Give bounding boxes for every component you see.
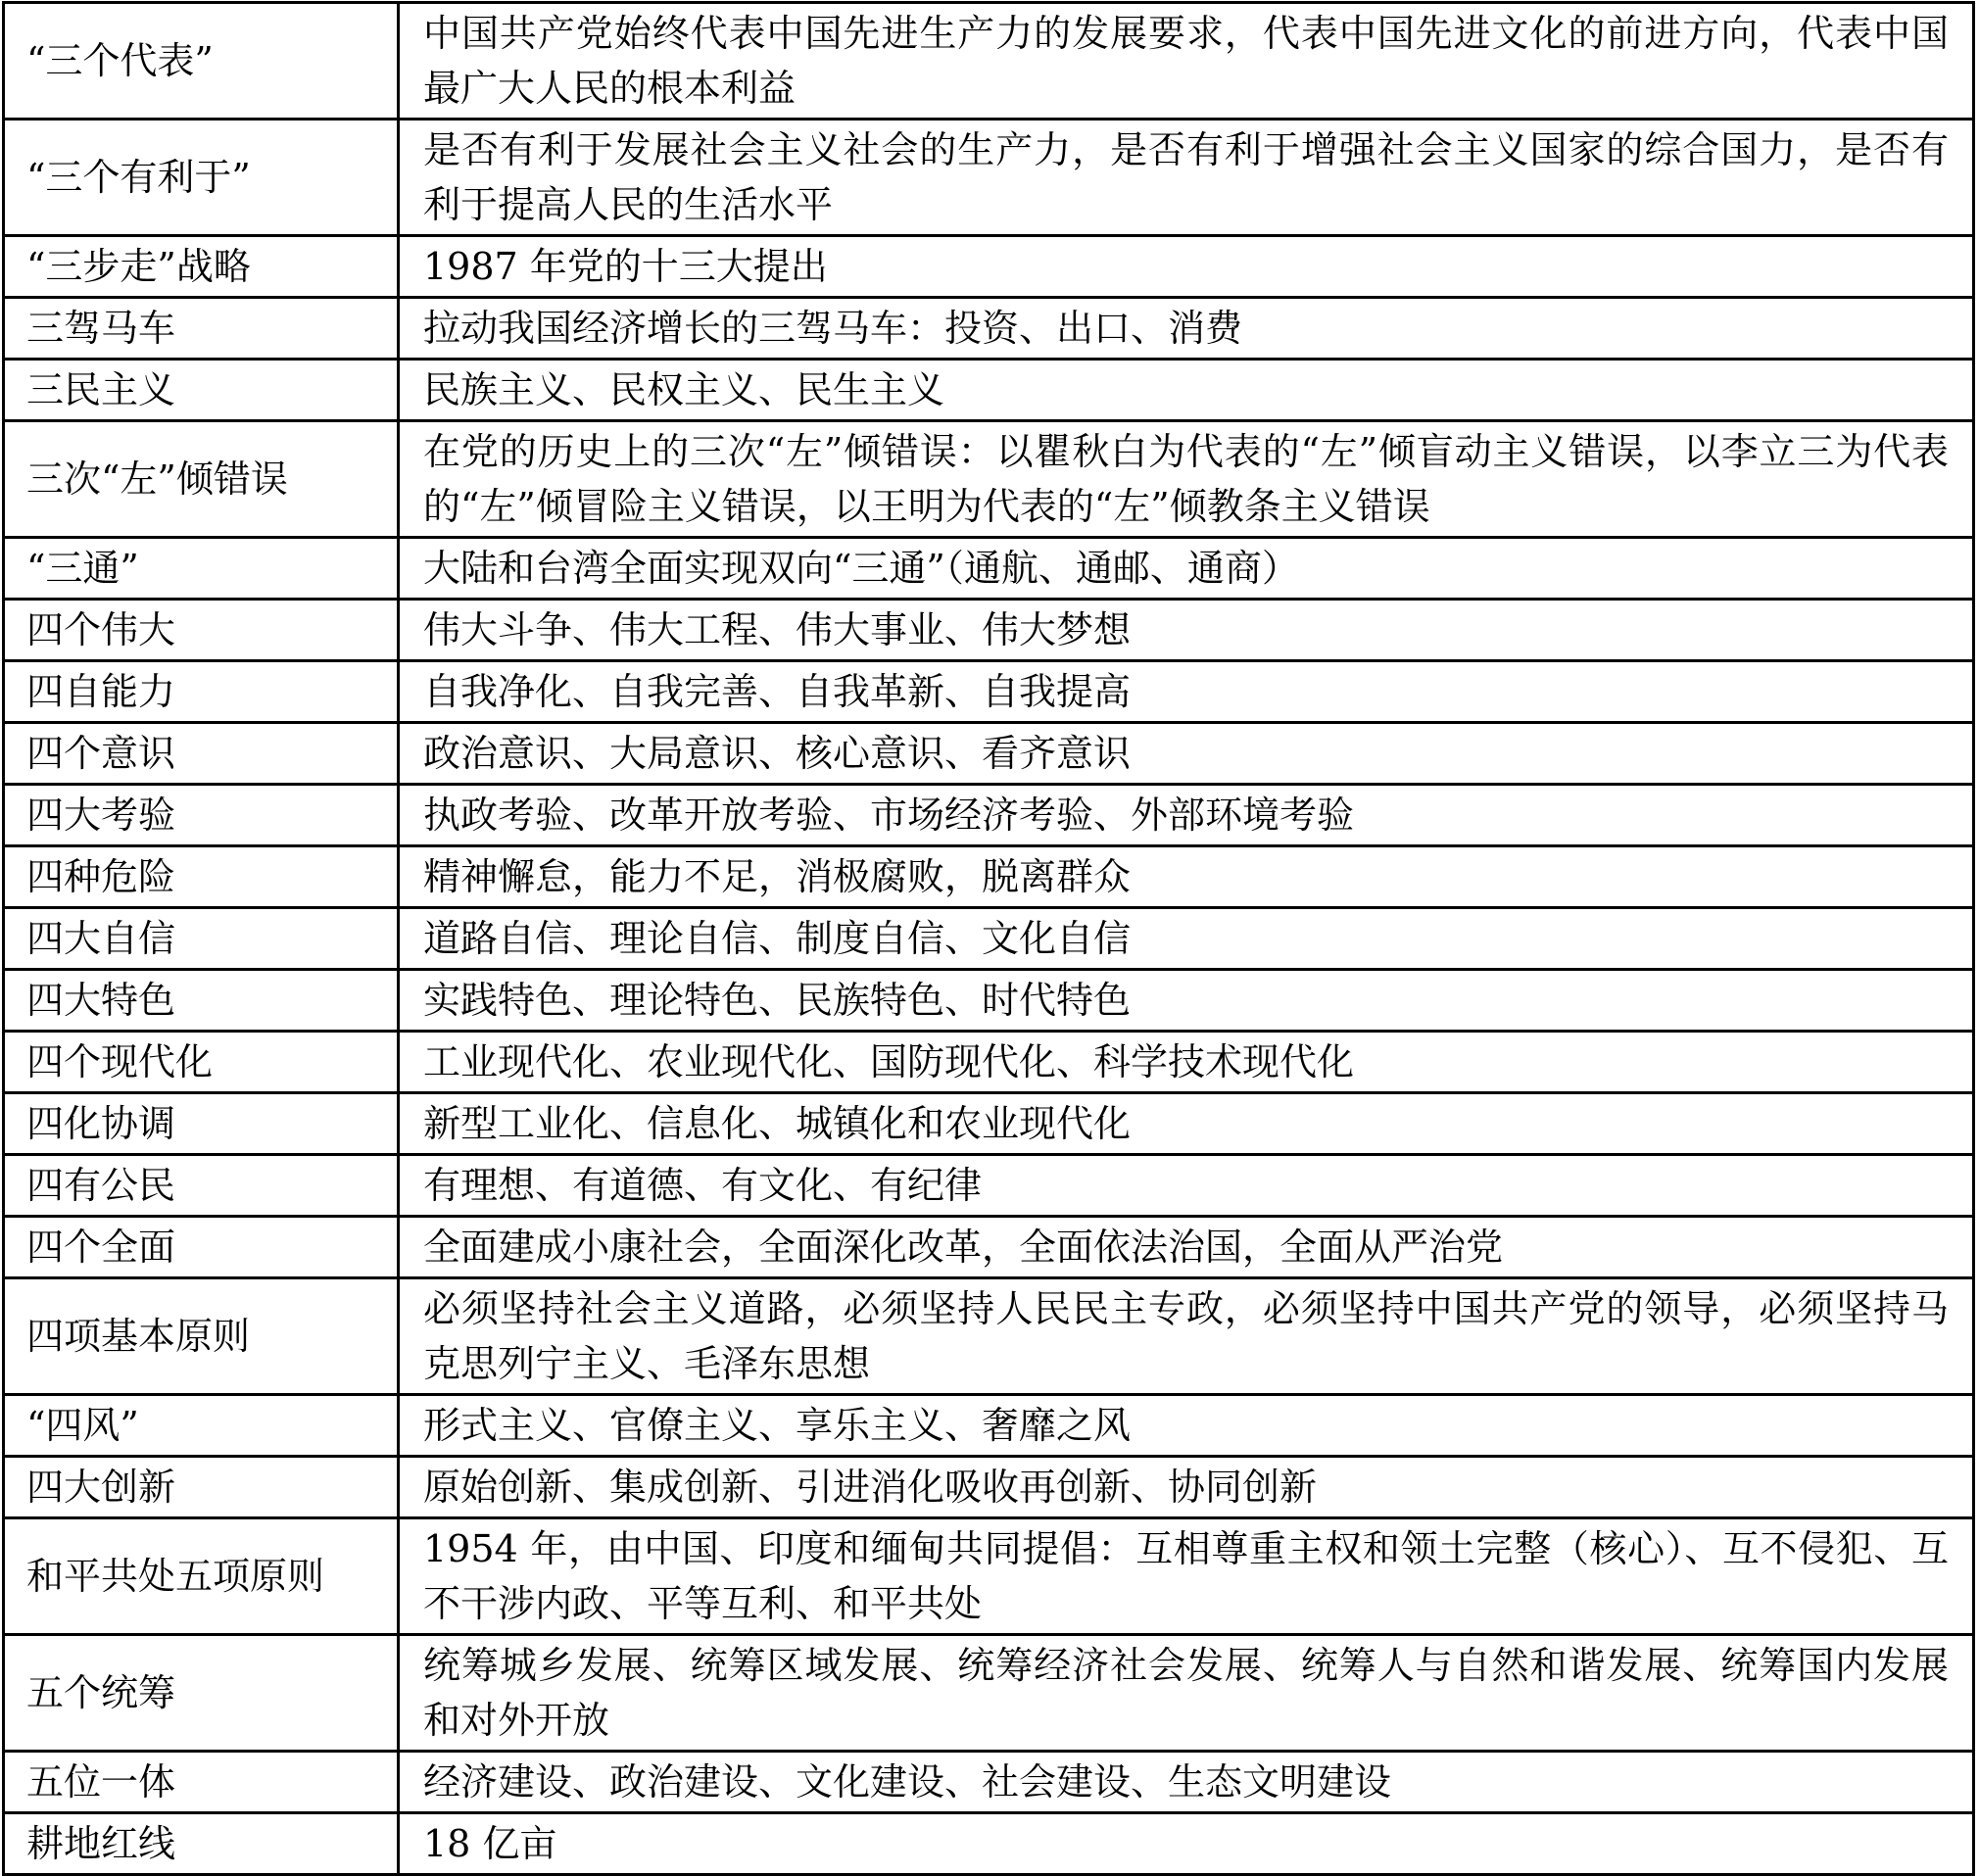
table-row — [4, 538, 1974, 600]
definition-cell: 新型工业化、信息化、城镇化和农业现代化 — [399, 1093, 1974, 1155]
table-row — [4, 1752, 1974, 1813]
definition-cell: 经济建设、政治建设、文化建设、社会建设、生态文明建设 — [399, 1752, 1974, 1813]
table-row — [4, 360, 1974, 421]
table-row — [4, 1278, 1974, 1395]
table-row — [4, 1635, 1974, 1752]
term-cell: 四个伟大 — [4, 600, 399, 661]
table-row — [4, 908, 1974, 970]
definition-cell: 在党的历史上的三次“左”倾错误：以瞿秋白为代表的“左”倾盲动主义错误，以李立三为代表的“左”倾冒险主义错误，以王明为代表的“左”倾教条主义错误 — [399, 421, 1974, 538]
glossary-table-body — [4, 3, 1974, 1875]
definition-cell: 工业现代化、农业现代化、国防现代化、科学技术现代化 — [399, 1032, 1974, 1093]
term-cell: 三次“左”倾错误 — [4, 421, 399, 538]
definition-cell: 执政考验、改革开放考验、市场经济考验、外部环境考验 — [399, 785, 1974, 846]
table-row — [4, 1032, 1974, 1093]
definition-cell: 实践特色、理论特色、民族特色、时代特色 — [399, 970, 1974, 1032]
term-cell: 五个统筹 — [4, 1635, 399, 1752]
term-cell: “三步走”战略 — [4, 236, 399, 298]
term-cell: 四大考验 — [4, 785, 399, 846]
definition-cell: 形式主义、官僚主义、享乐主义、奢靡之风 — [399, 1395, 1974, 1457]
glossary-table — [2, 1, 1975, 1876]
term-cell: 四个现代化 — [4, 1032, 399, 1093]
term-cell: 和平共处五项原则 — [4, 1518, 399, 1635]
term-cell: 四种危险 — [4, 846, 399, 908]
table-row — [4, 785, 1974, 846]
table-row — [4, 661, 1974, 723]
table-row — [4, 1217, 1974, 1278]
definition-cell: 道路自信、理论自信、制度自信、文化自信 — [399, 908, 1974, 970]
table-row — [4, 1395, 1974, 1457]
table-row — [4, 120, 1974, 236]
definition-cell: 1954 年，由中国、印度和缅甸共同提倡：互相尊重主权和领土完整（核心）、互不侵犯、互不干涉内政、平等互利、和平共处 — [399, 1518, 1974, 1635]
term-cell: 三民主义 — [4, 360, 399, 421]
definition-cell: 拉动我国经济增长的三驾马车：投资、出口、消费 — [399, 298, 1974, 360]
definition-cell: 伟大斗争、伟大工程、伟大事业、伟大梦想 — [399, 600, 1974, 661]
term-cell: 四大自信 — [4, 908, 399, 970]
definition-cell: 精神懈怠，能力不足，消极腐败，脱离群众 — [399, 846, 1974, 908]
table-row — [4, 298, 1974, 360]
table-row — [4, 1155, 1974, 1217]
definition-cell: 中国共产党始终代表中国先进生产力的发展要求，代表中国先进文化的前进方向，代表中国最广大人民的根本利益 — [399, 3, 1974, 120]
term-cell: “三个有利于” — [4, 120, 399, 236]
definition-cell: 统筹城乡发展、统筹区域发展、统筹经济社会发展、统筹人与自然和谐发展、统筹国内发展和对外开放 — [399, 1635, 1974, 1752]
term-cell: “四风” — [4, 1395, 399, 1457]
term-cell: 四大特色 — [4, 970, 399, 1032]
table-row — [4, 1457, 1974, 1518]
definition-cell: 大陆和台湾全面实现双向“三通”（通航、通邮、通商） — [399, 538, 1974, 600]
term-cell: 四有公民 — [4, 1155, 399, 1217]
term-cell: “三通” — [4, 538, 399, 600]
table-row — [4, 1093, 1974, 1155]
table-row — [4, 970, 1974, 1032]
term-cell: 五位一体 — [4, 1752, 399, 1813]
table-row — [4, 846, 1974, 908]
definition-cell: 必须坚持社会主义道路，必须坚持人民民主专政，必须坚持中国共产党的领导，必须坚持马克思列宁主义、毛泽东思想 — [399, 1278, 1974, 1395]
definition-cell: 政治意识、大局意识、核心意识、看齐意识 — [399, 723, 1974, 785]
definition-cell: 原始创新、集成创新、引进消化吸收再创新、协同创新 — [399, 1457, 1974, 1518]
term-cell: “三个代表” — [4, 3, 399, 120]
term-cell: 四项基本原则 — [4, 1278, 399, 1395]
table-row — [4, 236, 1974, 298]
definition-cell: 有理想、有道德、有文化、有纪律 — [399, 1155, 1974, 1217]
definition-cell: 民族主义、民权主义、民生主义 — [399, 360, 1974, 421]
term-cell: 四化协调 — [4, 1093, 399, 1155]
term-cell: 四自能力 — [4, 661, 399, 723]
definition-cell: 全面建成小康社会，全面深化改革，全面依法治国，全面从严治党 — [399, 1217, 1974, 1278]
table-row — [4, 1813, 1974, 1875]
table-row — [4, 421, 1974, 538]
term-cell: 四大创新 — [4, 1457, 399, 1518]
table-row — [4, 600, 1974, 661]
definition-cell: 1987 年党的十三大提出 — [399, 236, 1974, 298]
term-cell: 四个全面 — [4, 1217, 399, 1278]
term-cell: 耕地红线 — [4, 1813, 399, 1875]
table-row — [4, 3, 1974, 120]
definition-cell: 18 亿亩 — [399, 1813, 1974, 1875]
definition-cell: 是否有利于发展社会主义社会的生产力，是否有利于增强社会主义国家的综合国力，是否有利于提高人民的生活水平 — [399, 120, 1974, 236]
term-cell: 四个意识 — [4, 723, 399, 785]
table-row — [4, 1518, 1974, 1635]
table-row — [4, 723, 1974, 785]
definition-cell: 自我净化、自我完善、自我革新、自我提高 — [399, 661, 1974, 723]
term-cell: 三驾马车 — [4, 298, 399, 360]
